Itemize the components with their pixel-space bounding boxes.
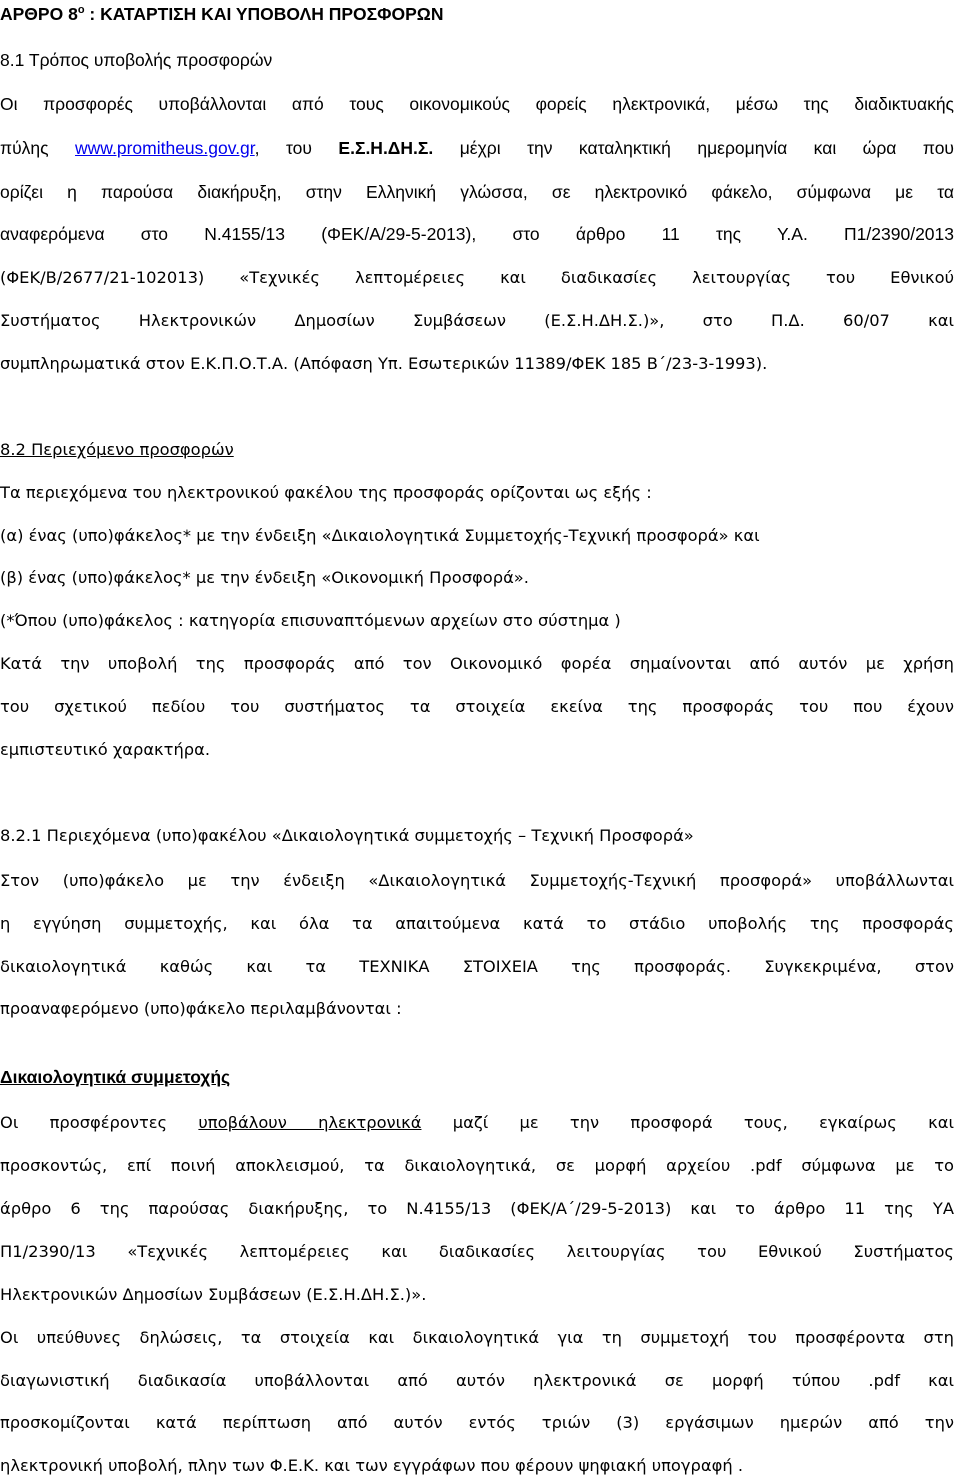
- s821-line-1: Στον (υπο)φάκελο με την ένδειξη «Δικαιολογητικά Συμμετοχής-Τεχνική προσφορά» υποβάλλωνται: [0, 871, 954, 890]
- dik-line-9: ηλεκτρονική υποβολή, πλην των Φ.Ε.Κ. και των εγγράφων που φέρουν ψηφιακή υπογραφή .: [0, 1456, 744, 1475]
- dikaiologitika-heading: Δικαιολογητικά συμμετοχής: [0, 1067, 231, 1087]
- s81-line-2-a: πύλης: [0, 138, 76, 158]
- section-8-1-heading: 8.1 Τρόπος υποβολής προσφορών: [0, 50, 273, 70]
- s81-line-6: Συστήματος Ηλεκτρονικών Δημοσίων Συμβάσεων (Ε.Σ.Η.ΔΗ.Σ.)», στο Π.Δ. 60/07 και: [0, 311, 954, 330]
- s82-line-6: του σχετικού πεδίου του συστήματος τα στοιχεία εκείνα της προσφοράς του που έχουν: [0, 697, 954, 716]
- s821-line-2: η εγγύηση συμμετοχής, και όλα τα απαιτούμενα κατά το στάδιο υποβολής της προσφοράς: [0, 914, 954, 933]
- dik-line-1-underlined: υποβάλουν ηλεκτρονικά: [198, 1113, 422, 1132]
- s82-line-1: Τα περιεχόμενα του ηλεκτρονικού φακέλου της προσφοράς ορίζονται ως εξής :: [0, 483, 652, 502]
- dik-line-4: Π1/2390/13 «Τεχνικές λεπτομέρειες και διαδικασίες λειτουργίας του Εθνικού Συστήματος: [0, 1242, 954, 1261]
- s81-line-5: (ΦΕΚ/Β/2677/21-102013) «Τεχνικές λεπτομέρειες και διαδικασίες λειτουργίας του Εθνικού: [0, 268, 954, 287]
- s821-line-3: δικαιολογητικά καθώς και τα ΤΕΧΝΙΚΑ ΣΤΟΙΧΕΙΑ της προσφοράς. Συγκεκριμένα, στον: [0, 957, 954, 976]
- dik-line-8: προσκομίζονται κατά περίπτωση από αυτόν εντός τριών (3) εργάσιμων ημερών από την: [0, 1413, 954, 1432]
- s81-line-3: ορίζει η παρούσα διακήρυξη, στην Ελληνική γλώσσα, σε ηλεκτρονικό φάκελο, σύμφωνα με τα: [0, 182, 954, 202]
- section-8-2-heading: 8.2 Περιεχόμενο προσφορών: [0, 440, 234, 459]
- s82-line-2: (α) ένας (υπο)φάκελος* με την ένδειξη «Δικαιολογητικά Συμμετοχής-Τεχνική προσφορά» και: [0, 526, 760, 545]
- dik-line-2: προσκοντώς, επί ποινή αποκλεισμού, τα δικαιολογητικά, σε μορφή αρχείου .pdf σύμφωνα με το: [0, 1156, 954, 1175]
- s81-line-2: [0, 136, 954, 160]
- dik-line-1: [0, 1111, 954, 1135]
- dik-line-1-b: μαζί με την προσφορά τους, εγκαίρως και: [421, 1113, 954, 1132]
- article-title: [0, 2, 443, 26]
- s82-line-5: Κατά την υποβολή της προσφοράς από τον Οικονομικό φορέα σημαίνονται από αυτόν με χρήση: [0, 654, 954, 673]
- s81-line-2-esidis: Ε.Σ.Η.ΔΗ.Σ.: [338, 138, 434, 158]
- s81-line-2-b: , του: [254, 138, 339, 158]
- dik-line-3: άρθρο 6 της παρούσας διακήρυξης, το Ν.4155/13 (ΦΕΚ/Α΄/29-5-2013) και το άρθρο 11 της ΥΑ: [0, 1199, 954, 1218]
- article-title-superscript: ο: [77, 4, 85, 17]
- s81-line-2-c: μέχρι την καταληκτική ημερομηνία και ώρα που: [433, 138, 954, 158]
- s82-line-3: (β) ένας (υπο)φάκελος* με την ένδειξη «Οικονομική Προσφορά».: [0, 568, 529, 587]
- s82-line-4: (*Όπου (υπο)φάκελος : κατηγορία επισυναπτόμενων αρχείων στο σύστημα ): [0, 611, 621, 630]
- promitheus-link[interactable]: www.promitheus.gov.gr: [75, 138, 255, 158]
- dik-line-6: Οι υπεύθυνες δηλώσεις, τα στοιχεία και δικαιολογητικά για τη συμμετοχή του προσφέροντα στη: [0, 1328, 954, 1347]
- article-title-prefix: ΑΡΘΡΟ 8: [0, 4, 78, 24]
- dik-line-5: Ηλεκτρονικών Δημοσίων Συμβάσεων (Ε.Σ.Η.ΔΗ.Σ.)».: [0, 1285, 427, 1304]
- dik-line-1-a: Οι προσφέροντες: [0, 1113, 199, 1132]
- s81-line-4: αναφερόμενα στο Ν.4155/13 (ΦΕΚ/Α/29-5-2013), στο άρθρο 11 της Υ.Α. Π1/2390/2013: [0, 224, 954, 244]
- s821-line-4: προαναφερόμενο (υπο)φάκελο περιλαμβάνονται :: [0, 999, 402, 1018]
- s81-line-7: συμπληρωματικά στον Ε.Κ.Π.Ο.Τ.Α. (Απόφαση Υπ. Εσωτερικών 11389/ΦΕΚ 185 Β΄/23-3-1993).: [0, 354, 768, 373]
- article-title-rest: : ΚΑΤΑΡΤΙΣΗ ΚΑΙ ΥΠΟΒΟΛΗ ΠΡΟΣΦΟΡΩΝ: [84, 4, 444, 24]
- section-8-2-1-heading: 8.2.1 Περιεχόμενα (υπο)φακέλου «Δικαιολογητικά συμμετοχής – Τεχνική Προσφορά»: [0, 826, 694, 845]
- dik-line-7: διαγωνιστική διαδικασία υποβάλλονται από αυτόν ηλεκτρονικά σε μορφή τύπου .pdf και: [0, 1371, 954, 1390]
- s81-line-1: Οι προσφορές υποβάλλονται από τους οικονομικούς φορείς ηλεκτρονικά, μέσω της διαδικτυακής: [0, 94, 954, 114]
- s82-line-7: εμπιστευτικό χαρακτήρα.: [0, 740, 211, 759]
